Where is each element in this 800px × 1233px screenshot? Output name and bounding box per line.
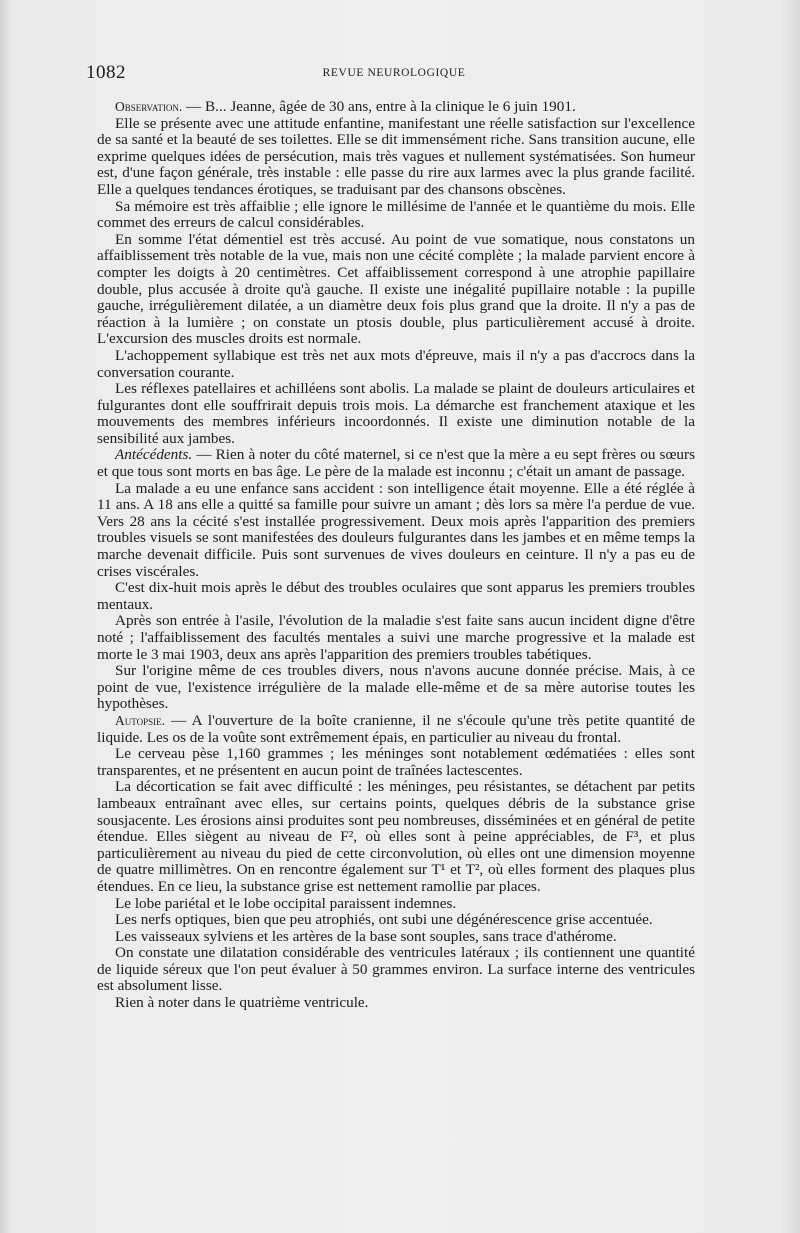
section-label-antecedents: Antécédents. <box>115 446 193 464</box>
paragraph-observation: Observation. — B... Jeanne, âgée de 30 ans, entre à la clinique le 6 juin 1901. <box>115 98 576 115</box>
paragraph: Sur l'origine même de ces troubles divers, nous n'avons aucune donnée précise. Mais, à ce point de vue, l'existence irrégulière de la malade elle-même et de sa mère autorise toutes les hypothèses. <box>97 662 695 713</box>
paragraph-autopsie: Autopsie. — A l'ouverture de la boîte cranienne, il ne s'écoule qu'une très petite quantité de liquide. Les os de la voûte sont extrêmement épais, en particulier au niveau du frontal. <box>97 711 695 746</box>
paragraph: La décortication se fait avec difficulté : les méninges, peu résistantes, se détachent par petits lambeaux entraînant avec elles, sur certains points, quelques débris de la substance grise sousjacente. Les érosions ainsi produites sont peu nombreuses, disséminées et en général de petite étendue. Elles siègent au niveau de F², où elles sont à peine appréciables, de F³, et plus particulièrement au niveau du pied de cette circonvolution, où elles ont une dimension moyenne de quatre millimètres. On en rencontre également sur T¹ et T², où elles forment des plaques plus étendues. En ce lieu, la substance grise est nettement ramollie par places. <box>97 778 695 895</box>
paragraph: On constate une dilatation considérable des ventricules latéraux ; ils contiennent une quantité de liquide séreux que l'on peut évaluer à 50 grammes environ. La surface interne des ventricules est absolument lisse. <box>97 944 695 995</box>
paragraph: Sa mémoire est très affaiblie ; elle ignore le millésime de l'année et le quantième du mois. Elle commet des erreurs de calcul considérables. <box>97 197 695 232</box>
paragraph: Les réflexes patellaires et achilléens sont abolis. La malade se plaint de douleurs articulaires et fulgurantes dont elle souffrirait depuis trois mois. La démarche est franchement ataxique et les mouvements des membres inférieurs incoordonnés. Il existe une diminution notable de la sensibilité aux jambes. <box>97 380 695 447</box>
article-body <box>97 99 695 1012</box>
paragraph: Le cerveau pèse 1,160 grammes ; les méninges sont notablement œdématiées : elles sont transparentes, et ne présentent en aucun point de traînées lactescentes. <box>97 745 695 779</box>
paragraph: Le lobe pariétal et le lobe occipital paraissent indemnes. <box>115 894 457 912</box>
paragraph-antecedents: Antécédents. — Rien à noter du côté maternel, si ce n'est que la mère a eu sept frères ou sœurs et que tous sont morts en bas âge. Le père de la malade est inconnu ; c'était un amant de passage. <box>97 446 695 481</box>
paragraph: La malade a eu une enfance sans accident : son intelligence était moyenne. Elle a été réglée à 11 ans. A 18 ans elle a quitté sa famille pour suivre un amant ; dès lors sa mère l'a perdue de vue. Vers 28 ans la cécité s'est installée progressivement. Deux mois après l'apparition des premiers troubles visuels se sont manifestées des douleurs fulgurantes dans les jambes et en même temps la marche devenait difficile. Puis sont survenues de vives douleurs en ceinture. Il n'y a pas eu de crises viscérales. <box>97 479 695 580</box>
paragraph: Après son entrée à l'asile, l'évolution de la maladie s'est faite sans aucun incident digne d'être noté ; l'affaiblissement des facultés mentales a suivi une marche progressive et la malade est morte le 3 mai 1903, deux ans après l'apparition des premiers troubles tabétiques. <box>97 612 695 663</box>
paragraph: Les vaisseaux sylviens et les artères de la base sont souples, sans trace d'athérome. <box>115 927 617 945</box>
paragraph: L'achoppement syllabique est très net aux mots d'épreuve, mais il n'y a pas d'accrocs dans la conversation courante. <box>97 346 695 381</box>
paragraph: Les nerfs optiques, bien que peu atrophiés, ont subi une dégénérescence grise accentuée. <box>115 911 653 929</box>
paragraph: En somme l'état démentiel est très accusé. Au point de vue somatique, nous constatons un affaiblissement très notable de la vue, mais non une cécité complète ; la malade parvient encore à compter les doigts à 20 centimètres. Cet affaiblissement correspond à une atrophie papillaire double, plus accusée à droite qu'à gauche. Il existe une inégalité pupillaire notable : la pupille gauche, irrégulièrement dilatée, a un diamètre deux fois plus grand que la droite. Il n'y a pas de réaction à la lumière ; on constate un ptosis double, plus particulièrement accusé à droite. L'excursion des muscles droits est normale. <box>97 230 695 348</box>
section-label-autopsie: Autopsie. <box>115 712 165 728</box>
paragraph: Rien à noter dans le quatrième ventricule. <box>115 994 369 1012</box>
page-header <box>86 62 702 82</box>
page-number: 1082 <box>86 62 126 83</box>
paragraph: Elle se présente avec une attitude enfantine, manifestant une réelle satisfaction sur l'excellence de sa santé et la beauté de ses toilettes. Elle se dit immensément riche. Sans transition aucune, elle exprime quelques idées de persécution, mais très vagues et nullement systématisées. Son humeur est, d'une façon générale, très instable : elle passe du rire aux larmes avec la plus grande facilité. Elle a quelques tendances érotiques, se traduisant par des chansons obscènes. <box>97 114 695 198</box>
running-head: REVUE NEUROLOGIQUE <box>322 67 466 79</box>
paragraph: C'est dix-huit mois après le début des troubles oculaires que sont apparus les premiers troubles mentaux. <box>97 579 695 613</box>
section-label-observation: Observation. <box>115 99 183 114</box>
